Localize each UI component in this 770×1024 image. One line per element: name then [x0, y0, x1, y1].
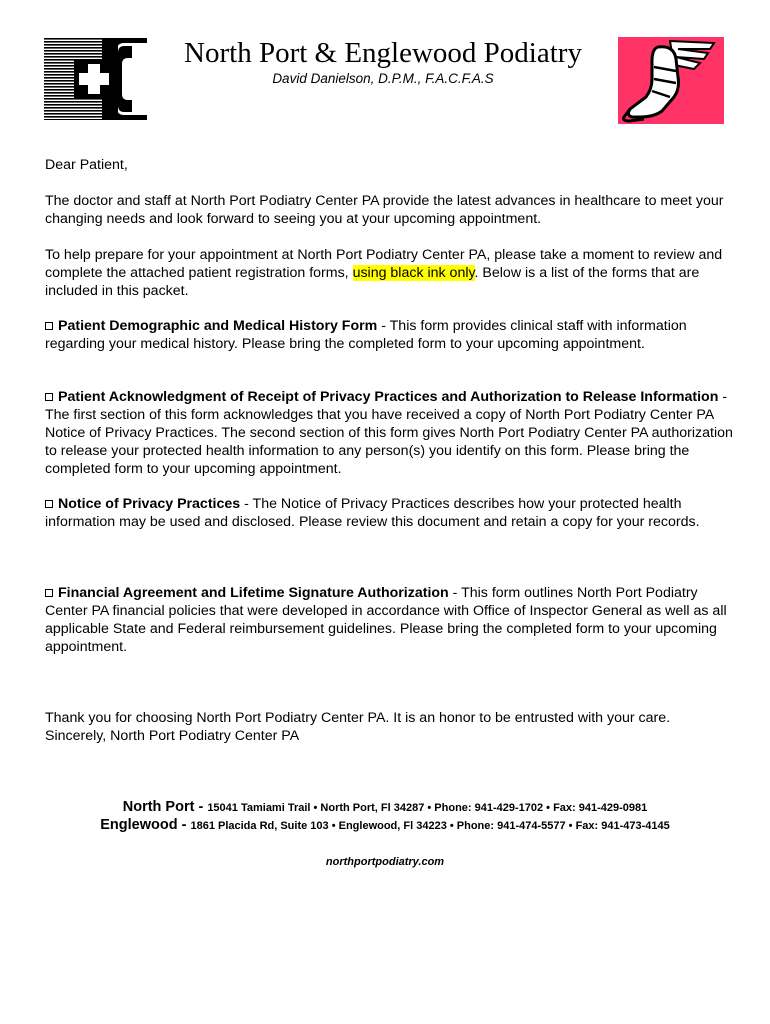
medical-cross-logo-icon	[44, 38, 147, 120]
form-description: - The Notice of Privacy Practices describes how your protected health information may be used and disclosed. Please review this document and retain a copy for your records.	[45, 496, 700, 530]
greeting: Dear Patient,	[45, 157, 128, 173]
prep-text: To help prepare for your appointment at North Port Podiatry Center PA, please take a moment to review and complete the attached patient registration forms,	[45, 247, 723, 281]
form-title: Patient Demographic and Medical History Form	[58, 318, 378, 334]
letter-body	[45, 156, 735, 174]
form-item	[45, 495, 735, 531]
website-link[interactable]: northportpodiatry.com	[325, 856, 445, 868]
location-name: Englewood -	[100, 817, 191, 833]
form-item	[45, 317, 735, 353]
thanks-text: Thank you for choosing North Port Podiatry Center PA. It is an honor to be entrusted with your care.	[45, 710, 671, 726]
doctor-name: David Danielson, D.P.M., F.A.C.F.A.S	[272, 71, 494, 86]
letterhead	[150, 36, 616, 88]
page-title: North Port & Englewood Podiatry	[184, 37, 582, 69]
form-title: Financial Agreement and Lifetime Signature Authorization	[58, 585, 449, 601]
intro-text: The doctor and staff at North Port Podiatry Center PA provide the latest advances in healthcare to meet your changing needs and look forward to seeing you at your upcoming appointment.	[45, 193, 724, 227]
footer-northport	[0, 798, 770, 816]
form-description: - The first section of this form acknowledges that you have received a copy of North Port Podiatry Center PA Notice of Privacy Practices. The second section of this form gives North Port Podiatry Center PA authorization to release your protected health information to any person(s) you identify on this form. Please bring the completed form to your upcoming appointment.	[45, 389, 733, 477]
form-description: - This form outlines North Port Podiatry Center PA financial policies that were developed in accordance with Office of Inspector General as well as all applicable State and Federal reimbursement guidelines. Please bring the completed form to your upcoming appointment.	[45, 585, 727, 655]
intro-paragraph	[45, 192, 735, 228]
checkbox-icon	[45, 589, 53, 597]
form-title: Patient Acknowledgment of Receipt of Privacy Practices and Authorization to Release Information	[58, 389, 719, 405]
form-description: - This form provides clinical staff with information regarding your medical history. Please bring the completed form to your upcoming appointment.	[45, 318, 687, 352]
form-title: Notice of Privacy Practices	[58, 496, 241, 512]
prep-text-end: . Below is a list of the forms that are included in this packet.	[45, 265, 700, 299]
location-details: 1861 Placida Rd, Suite 103 • Englewood, Fl 34223 • Phone: 941-474-5577 • Fax: 941-473-4145	[190, 820, 670, 832]
winged-foot-logo-icon	[618, 37, 724, 124]
form-item	[45, 388, 735, 478]
location-name: North Port -	[122, 799, 208, 815]
checkbox-icon	[45, 322, 53, 330]
checkbox-icon	[45, 500, 53, 508]
form-item	[45, 584, 735, 656]
prep-paragraph	[45, 246, 735, 300]
closing-paragraph	[45, 709, 735, 745]
footer-englewood	[0, 816, 770, 834]
closing-text: Sincerely, North Port Podiatry Center PA	[45, 728, 300, 744]
footer-website	[0, 852, 770, 870]
black-ink-highlight: using black ink only	[352, 265, 475, 281]
checkbox-icon	[45, 393, 53, 401]
location-details: 15041 Tamiami Trail • North Port, Fl 34287 • Phone: 941-429-1702 • Fax: 941-429-0981	[207, 802, 648, 814]
